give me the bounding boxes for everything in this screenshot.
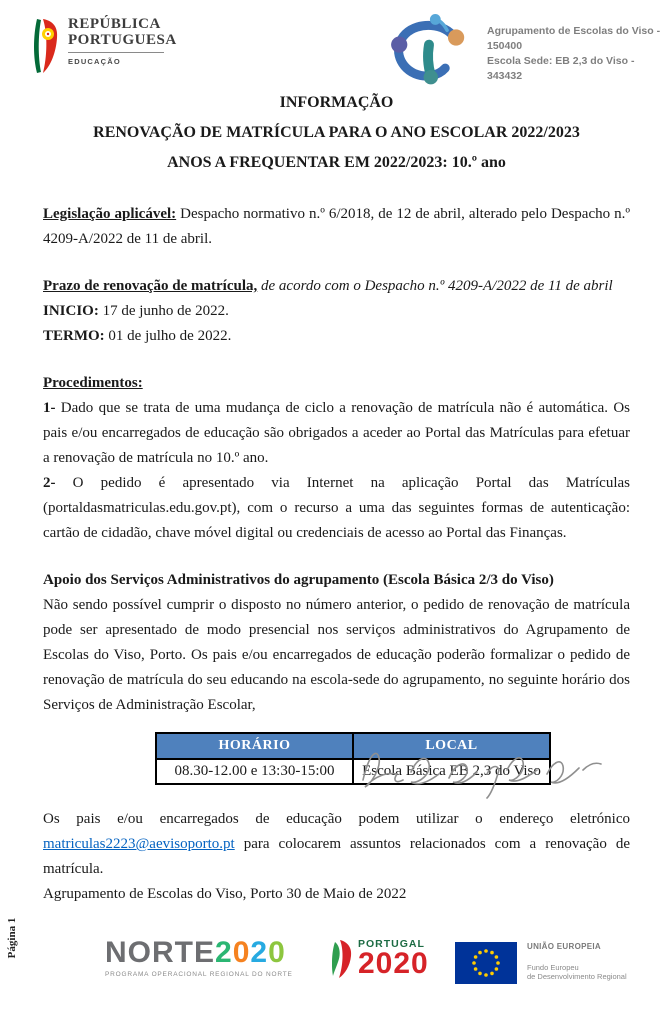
termo-label: TERMO: — [43, 328, 105, 344]
school-swirl-logo-icon — [383, 14, 475, 93]
norte2020-logo — [105, 938, 293, 978]
norte-logo-subtitle: PROGRAMA OPERACIONAL REGIONAL DO NORTE — [105, 971, 293, 978]
norte-digit-2: 0 — [232, 936, 251, 969]
eu-logo-line2: Fundo Europeu — [527, 963, 579, 972]
table-header-horario: HORÁRIO — [156, 733, 353, 759]
signature-image — [355, 740, 605, 805]
inicio-label: INICIO: — [43, 303, 99, 319]
table-cell-local: Escola Básica EB 2,3 do Viso — [353, 759, 550, 784]
norte-logo-text: NORTE — [105, 936, 215, 969]
termo-text: 01 de julho de 2022. — [104, 328, 232, 344]
apoio-heading: Apoio dos Serviços Administrativos do agrupamento (Escola Básica 2/3 do Viso) — [43, 572, 554, 588]
procedimentos-heading: Procedimentos: — [43, 375, 143, 391]
prazo-paragraph — [43, 274, 630, 299]
table-cell-horario: 08.30-12.00 e 13:30-15:00 — [156, 759, 353, 784]
page-number-vertical: Página 1 — [6, 917, 18, 959]
procedimento-item1 — [43, 396, 630, 471]
gov-logo-divider — [68, 52, 164, 53]
item2-text: O pedido é apresentado via Internet na aplicação Portal das Matrículas (portaldasmatriculas.edu.gov.pt), com o recurso a uma das seguintes formas de autenticação: cartão de cidadão, chave móvel digital ou credenciais de acesso ao Portal das Finanças. — [43, 475, 630, 541]
title-line3: ANOS A FREQUENTAR EM 2022/2023: 10.º ano — [167, 154, 506, 171]
procedimento-item2 — [43, 471, 630, 546]
gov-logo-line1: REPÚBLICA — [68, 16, 161, 32]
contact-text-after: para colocarem assuntos relacionados com a renovação de matrícula. — [43, 836, 630, 877]
eu-flag-icon — [455, 942, 517, 989]
document-title — [43, 88, 630, 178]
prazo-label: Prazo de renovação de matrícula, — [43, 278, 258, 294]
item2-number: 2- — [43, 475, 56, 491]
legislacao-text: Despacho normativo n.º 6/2018, de 12 de abril, alterado pelo Despacho n.º 4209-A/2022 de 11 de abril. — [43, 206, 630, 247]
norte-digit-4: 0 — [268, 936, 286, 969]
norte-digit-3: 2 — [250, 936, 269, 969]
gov-logo-subtitle: EDUCAÇÃO — [68, 57, 121, 66]
school-header-block — [383, 14, 672, 93]
dateline: Agrupamento de Escolas do Viso, Porto 30 de Maio de 2022 — [43, 886, 407, 902]
eu-logo-title: UNIÃO EUROPEIA — [527, 942, 601, 951]
item1-text: Dado que se trata de uma mudança de ciclo a renovação de matrícula não é automática. Os pais e/ou encarregados de educação são obrigados a aceder ao Portal das Matrículas para efetuar a renovação de matrícula no 10.º ano. — [43, 400, 630, 466]
contact-text-before: Os pais e/ou encarregados de educação podem utilizar o endereço eletrónico — [43, 811, 630, 827]
school-sede-line: Escola Sede: EB 2,3 do Viso - 343432 — [487, 54, 635, 82]
portugal2020-logo — [332, 938, 429, 985]
contact-paragraph — [43, 807, 630, 882]
uniao-europeia-logo — [455, 942, 627, 989]
apoio-text: Não sendo possível cumprir o disposto no número anterior, o pedido de renovação de matrícula pode ser apresentado de modo presencial nos serviços administrativos do Agrupamento de Escolas do Viso, Porto. Os pais e/ou encarregados de educação poderão formalizar o pedido de renovação de matrícula do seu educando na escola-sede do agrupamento, no seguinte horário dos Serviços de Administração Escolar, — [43, 597, 630, 713]
title-line2: RENOVAÇÃO DE MATRÍCULA PARA O ANO ESCOLAR 2022/2023 — [93, 124, 580, 141]
email-link[interactable]: matriculas2223@aevisoporto.pt — [43, 836, 235, 852]
portugal-2020-flag-icon — [332, 938, 354, 985]
norte-digit-1: 2 — [215, 936, 233, 969]
gov-logo-line2: PORTUGUESA — [68, 32, 177, 48]
table-header-local: LOCAL — [353, 733, 550, 759]
footer-logos — [0, 930, 672, 1010]
termo-line — [43, 324, 630, 349]
republica-portuguesa-logo — [30, 16, 177, 81]
inicio-text: 17 de junho de 2022. — [98, 303, 229, 319]
portugal-flag-icon — [30, 16, 60, 81]
inicio-line — [43, 299, 630, 324]
item1-number: 1- — [43, 400, 56, 416]
school-name-line: Agrupamento de Escolas do Viso - 150400 — [487, 24, 661, 52]
legislacao-label: Legislação aplicável: — [43, 206, 177, 222]
legislacao-paragraph — [43, 202, 630, 252]
portugal-logo-year: 2020 — [358, 947, 429, 980]
eu-logo-line3: de Desenvolvimento Regional — [527, 972, 627, 981]
title-line1: INFORMAÇÃO — [279, 94, 394, 111]
prazo-italic-text: de acordo com o Despacho n.º 4209-A/2022 de 11 de abril — [257, 278, 613, 294]
portugal-logo-text: PORTUGAL — [358, 938, 425, 950]
